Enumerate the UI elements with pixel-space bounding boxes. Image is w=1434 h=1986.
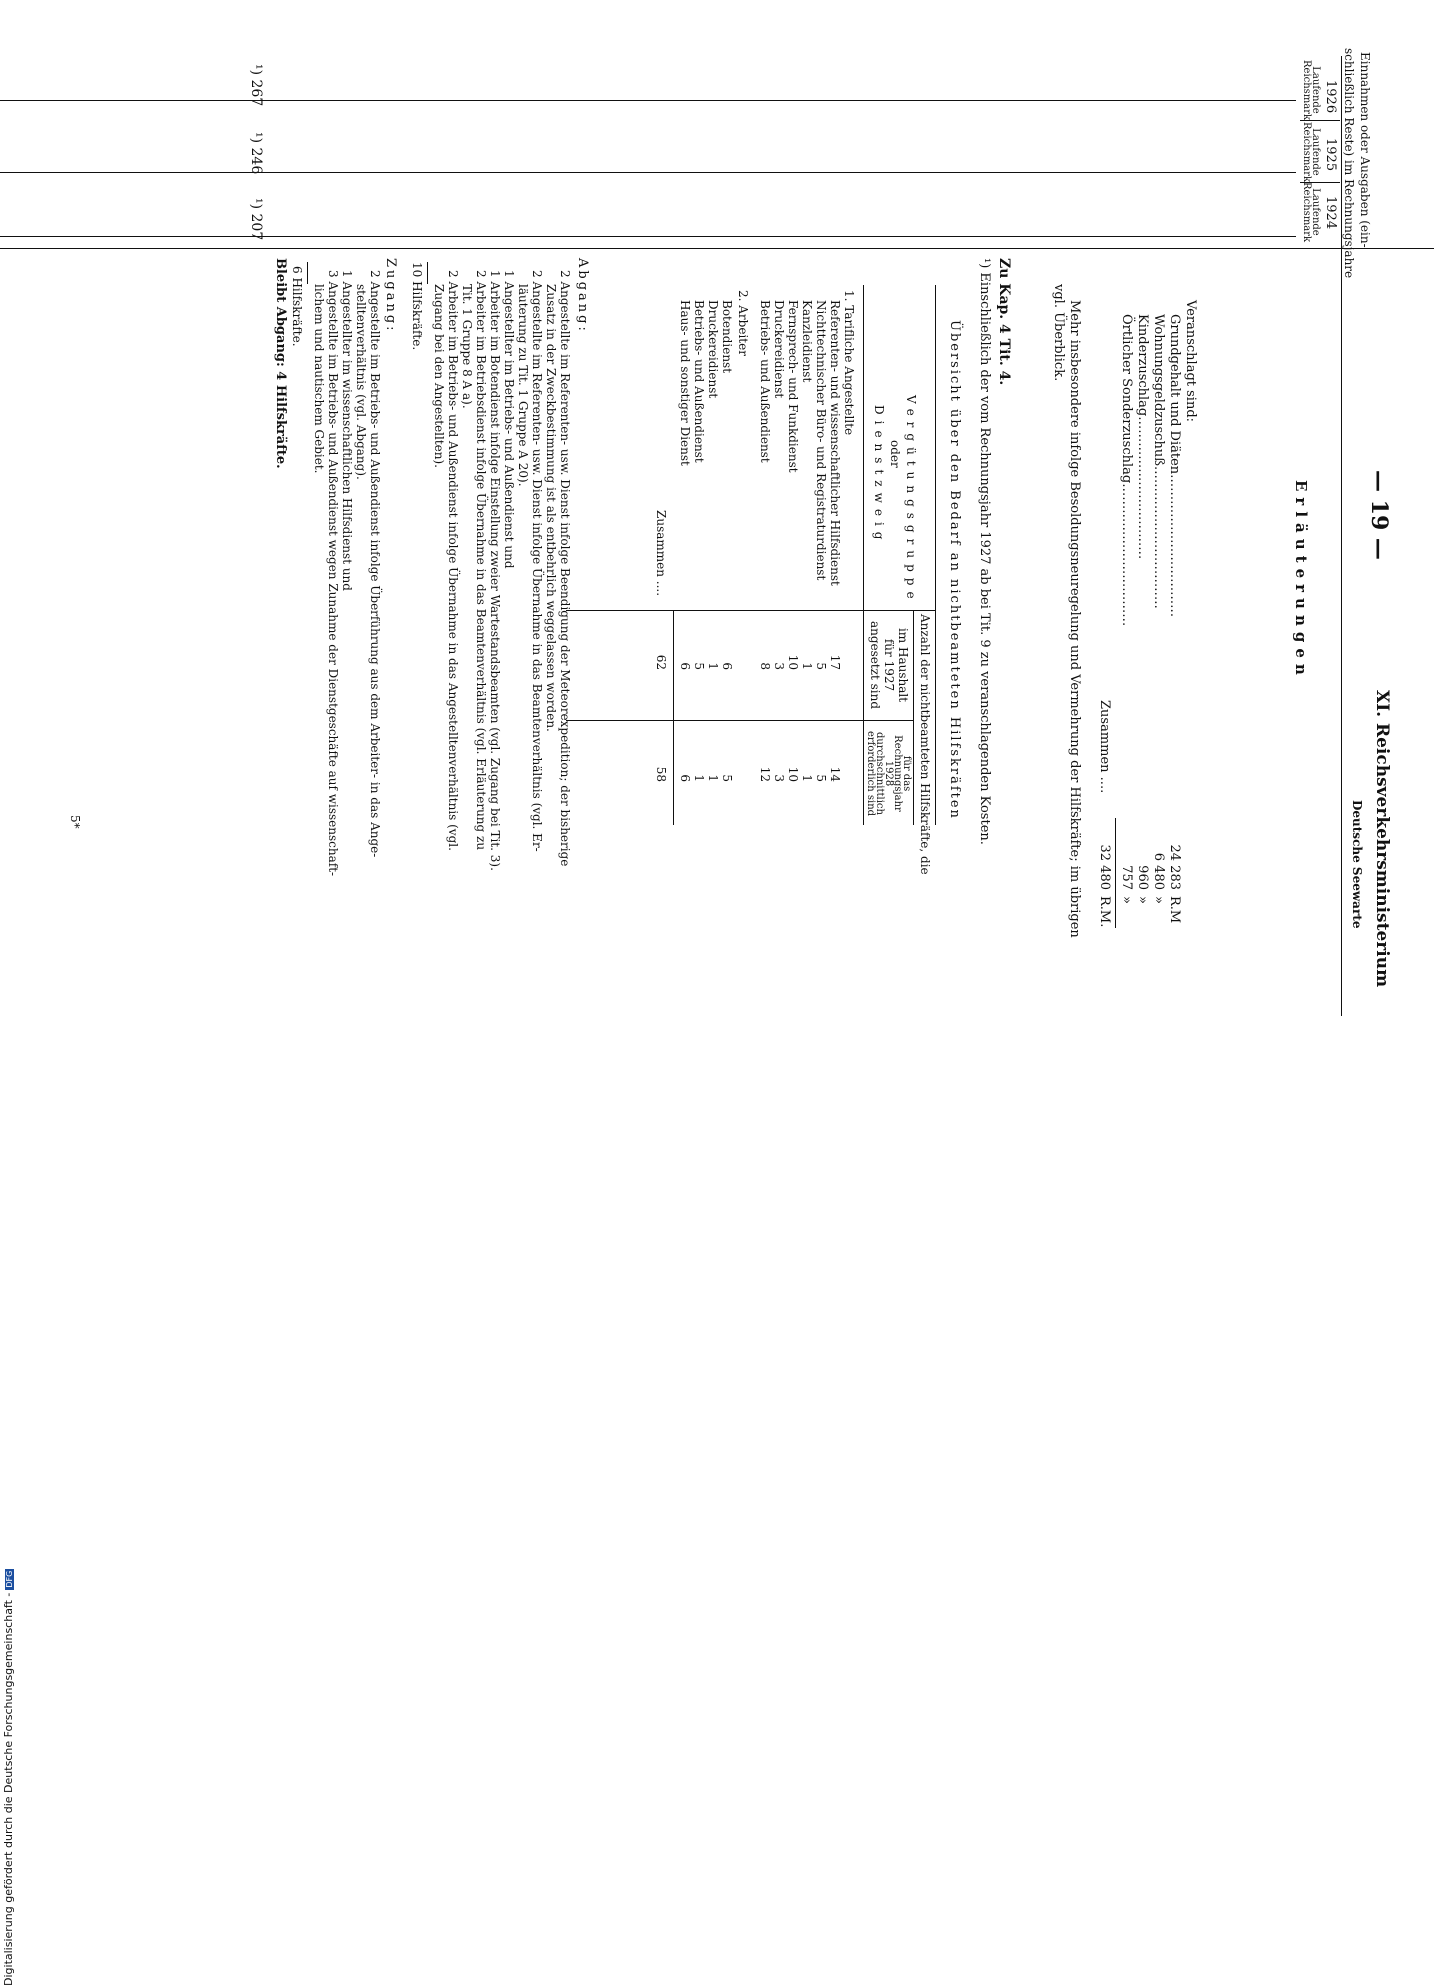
calc-intro: Veranschlagt sind: [1183,300,1198,423]
abgang-title: Abgang: [575,258,590,334]
calc-row-1: Grundgehalt und Diäten…………………………… [1167,314,1182,618]
g1-row-2-v2: 5 [814,774,828,782]
g1-row-6-label: Betriebs- und Außendienst [758,300,772,463]
calc-total-value: 32 480 [1097,844,1112,890]
calc-unit-4: » [1119,896,1134,904]
abgang-line-6: 1 Arbeiter im Botendienst infolge Einstellung zweier Wartestandsbeamten (vgl. Zugang bei Tit. 3). [488,270,502,871]
calc-sum-rule [1115,818,1116,928]
zugang-line-4: 3 Angestellte im Betriebs- und Außendienst wegen Zunahme der Dienstgeschäfte auf wissenschaft- [326,270,340,877]
note-line-2: vgl. Überblick. [1051,284,1066,382]
abgang-line-9: 2 Arbeiter im Betriebs- und Außendienst infolge Übernahme in das Angestelltenverhältnis (vgl. [446,270,460,851]
abgang-line-2: Zusatz in der Zweckbestimmung ist als entbehrlich weggelassen worden. [544,284,558,732]
g2-row-3-v1: 5 [692,662,706,670]
abgang-line-5: 1 Angestellter im Betriebs- und Außendienst und [502,270,516,569]
remaining-abgang: Bleibt Abgang: 4 Hilfskräfte. [273,258,288,469]
calc-value-3: 960 [1135,865,1150,890]
year-1926: 1926 [1323,80,1338,114]
g1-row-2-label: Nichttechnischer Büro- und Registraturdienst [814,300,828,581]
group-2-title: 2. Arbeiter [736,290,750,356]
col1-header-2: für 1927 [882,638,896,692]
ledger-vertical-rule [0,248,1434,249]
unit-1926: Laufende Reichsmark [1301,60,1321,121]
abgang-line-3: 2 Angestellte im Referenten- usw. Dienst infolge Übernahme in das Beamtenverhältnis (vgl. Er- [530,270,544,852]
section-title: Erläuterungen [1292,480,1310,681]
col-group-c: Dienstzweig [872,405,886,546]
ministry-title: XI. Reichsverkehrsministerium [1372,690,1392,988]
abgang-line-8: Tit. 1 Gruppe 8 A a). [460,284,474,409]
kap-heading: Zu Kap. 4 Tit. 4. [996,258,1012,386]
g2-row-2-label: Druckereidienst [706,300,720,399]
g1-row-1-v2: 14 [828,766,842,782]
col1-header-3: angesetzt sind [868,620,882,710]
table-total-v2: 58 [654,766,668,782]
calc-total-label: Zusammen .... [1097,700,1112,794]
col1-header-1: im Haushalt [896,627,910,703]
g1-row-1-label: Referenten- und wissenschaftlicher Hilfsdienst [828,300,842,586]
g1-row-4-label: Fernsprech- und Funkdienst [786,300,800,473]
year-1924: 1924 [1323,196,1338,230]
abgang-line-10: Zugang bei den Angestellten). [432,284,446,468]
abgang-line-1: 2 Angestellte im Referenten- usw. Dienst infolge Beendigung der Meteorexpedition; der bisherige [558,270,572,867]
table-sum-rule [673,610,674,825]
abgang-line-7: 2 Arbeiter im Betriebsdienst infolge Übernahme in das Beamtenverhältnis (vgl. Erläuterung zu [474,270,488,851]
col-group-b: oder [888,440,902,468]
g2-row-1-v1: 6 [720,662,734,670]
table-head-rule [863,285,864,825]
g2-row-3-label: Betriebs- und Außendienst [692,300,706,463]
page-number: — 19 — [1366,470,1392,560]
col2-header-2: Rechnungsjahr [892,735,903,812]
ledger-caption-2: schließlich Reste) im Rechnungsjahre [1342,48,1356,279]
ledger-col-rule-1 [0,100,1296,101]
calc-value-2: 6 480 [1151,852,1166,890]
group-1-title: 1. Tarifliche Angestellte [842,290,856,436]
ledger-col-rule-2 [0,172,1296,173]
g1-row-1-v1: 17 [828,654,842,670]
note-line-1: Mehr insbesondere infolge Besoldungsneuregelung und Vermehrung der Hilfskräfte; im übrigen [1067,300,1082,938]
ledger-caption-1: Einnahmen oder Ausgaben (ein- [1358,52,1372,248]
g1-row-4-v2: 10 [786,766,800,782]
side-credit: Digitalisierung gefördert durch die Deutsche Forschungsgemeinschaft -DFG [2,1570,15,1986]
table-title: Übersicht über den Bedarf an nichtbeamteten Hilfskräften [947,320,962,820]
zugang-sum: 6 Hilfskräfte. [290,266,304,347]
g1-row-6-v1: 8 [758,662,772,670]
table-col-rule-1 [566,610,936,611]
g2-row-2-v2: 1 [706,774,720,782]
col2-header-1: für das [901,755,912,792]
g1-row-3-label: Kanzleidienst [800,300,814,383]
g1-row-5-v2: 3 [772,774,786,782]
g2-row-4-v1: 6 [678,662,692,670]
g2-row-2-v1: 1 [706,662,720,670]
unit-1924: Laufende Reichsmark [1301,182,1321,243]
side-credit-strip [0,0,15,1986]
year-1925: 1925 [1323,138,1338,172]
calc-total-unit: R.M. [1097,896,1112,928]
abgang-line-4: läuterung zu Tit. 1 Gruppe A 20). [516,284,530,487]
col-group-a: Vergütungsgruppe [904,395,918,605]
calc-row-4: Örtlicher Sonderzuschlag…………………………… [1119,314,1134,627]
zugang-line-3: 1 Angestellter im wissenschaftlichen Hilfsdienst und [340,270,354,591]
col2-header-4: durchschnittlich [874,732,885,815]
g1-row-6-v2: 12 [758,766,772,782]
zugang-line-5: lichem und nautischem Gebiet. [312,284,326,474]
ledger-col-rule-3 [0,236,1296,237]
calc-row-2: Wohnungsgeldzuschuß…………………………… [1151,314,1166,609]
g1-row-4-v1: 10 [786,654,800,670]
unit-1925: Laufende Reichsmark [1301,122,1321,183]
footnote: ¹) Einschließlich der vom Rechnungsjahr 1927 ab bei Tit. 9 zu veranschlagenden Kosten. [977,258,992,845]
calc-row-3: Kinderzuschlag…………………………… [1135,314,1150,560]
zugang-title: Zugang: [383,258,398,334]
g2-row-1-label: Botendienst [720,300,734,374]
signature-mark: 5* [68,815,82,829]
g1-row-5-v1: 3 [772,662,786,670]
table-total-v1: 62 [654,654,668,670]
g2-row-1-v2: 5 [720,774,734,782]
calc-unit-1: R.M [1167,896,1182,924]
table-total-label: Zusammen .... [654,510,668,597]
zugang-line-2: stelltenverhältnis (vgl. Abgang). [354,284,368,480]
calc-unit-2: » [1151,896,1166,904]
ledger-value-1924: ¹) 207 [248,198,264,241]
zugang-line-1: 2 Angestellte im Betriebs- und Außendienst infolge Überführung aus dem Arbeiter- in das Ange- [368,270,382,858]
table-top-rule [935,285,936,825]
g1-row-2-v1: 5 [814,662,828,670]
col2-header-5: erforderlich sind [865,730,876,817]
g1-row-3-v1: 1 [800,662,814,670]
g1-row-5-label: Druckereidienst [772,300,786,399]
abgang-sum: 10 Hilfskräfte. [410,262,424,351]
g1-row-3-v2: 1 [800,774,814,782]
department-title: Deutsche Seewarte [1350,800,1364,929]
g2-row-4-v2: 6 [678,774,692,782]
col-header-main: Anzahl der nichtbeamteten Hilfskräfte, die [918,614,932,875]
g2-row-3-v2: 1 [692,774,706,782]
dfg-logo: DFG [5,1570,14,1588]
g2-row-4-label: Haus- und sonstiger Dienst [678,300,692,466]
ledger-value-1925: ¹) 246 [248,132,264,175]
table-col-rule-2 [566,720,914,721]
col2-header-3: 1928 [883,760,894,787]
calc-unit-3: » [1135,896,1150,904]
ledger-value-1926: ¹) 267 [248,64,264,107]
calc-value-1: 24 283 [1167,844,1182,890]
calc-value-4: 757 [1119,865,1134,890]
